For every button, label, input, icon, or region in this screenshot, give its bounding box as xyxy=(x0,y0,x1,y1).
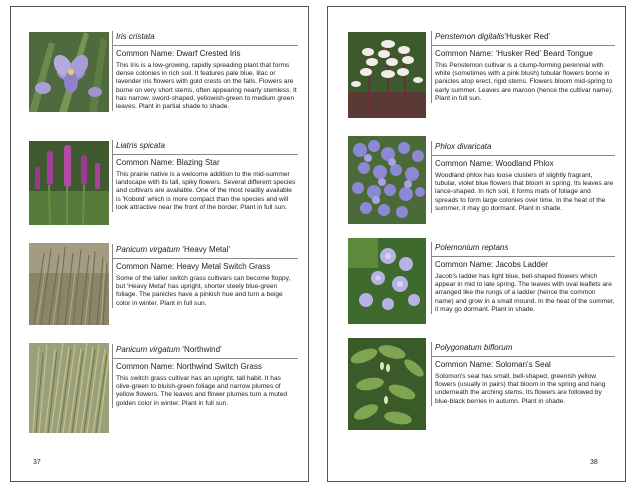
common-name: Common Name: Jacobs Ladder xyxy=(435,260,548,269)
entry-text xyxy=(431,31,615,103)
polemonium-photo xyxy=(348,238,428,324)
scientific-name: Phlox divaricata xyxy=(435,142,492,151)
scientific-name: Panicum virgatum ‘Northwind’ xyxy=(116,345,222,354)
heavy-metal-grass-photo xyxy=(29,243,109,325)
common-name: Common Name: Blazing Star xyxy=(116,158,220,167)
common-name: Common Name: ‘Husker Red’ Beard Tongue xyxy=(435,49,593,58)
scientific-name: Penstemon digitalis‘Husker Red’ xyxy=(435,32,551,41)
polygonatum-photo xyxy=(348,338,428,430)
page-number: 37 xyxy=(33,459,41,466)
entry-text xyxy=(112,244,298,308)
description: Woodland phlox has loose clusters of slightly fragrant, tubular, violet blue flowers that bloom in spring. Its leaves are lance-shaped. In rich soil, it forms mats of foliage and spreads to form large colonies over time. In the heat of the summer, it may go dormant. Plant in shade. xyxy=(435,172,614,212)
common-name: Common Name: Woodland Phlox xyxy=(435,159,554,168)
description: Jacob's ladder has light blue, bell-shaped flowers which appear in mid to late spring. The leaves with oval leaflets are arranged like the rungs of a ladder (hence the common name) and grow in a small mound. In the heat of the summer, it may go dormant. Plant in shade. xyxy=(435,273,615,313)
entry-text xyxy=(431,141,615,213)
left-page xyxy=(10,6,309,482)
common-name: Common Name: Soloman's Seal xyxy=(435,360,551,369)
entry-text xyxy=(112,140,298,212)
entry-text xyxy=(112,31,298,111)
liatris-photo xyxy=(29,141,109,225)
penstemon-photo xyxy=(348,32,428,118)
scientific-name: Liatris spicata xyxy=(116,141,165,150)
description: Some of the taller switch grass cultivars can become floppy, but 'Heavy Metal' has upright, shorter steely blue-green foliage. The panicles have a pinkish hue and turn a beige color in winter. Plant in full sun. xyxy=(116,275,291,307)
description: This switch grass cultivar has an upright, tall habit. It has olive-green to bluish-green foliage and narrow plumes of yellow flowers. The leaves and flower plumes turn a muted golden color in winter. Plant in full sun. xyxy=(116,375,288,407)
northwind-grass-photo xyxy=(29,343,109,433)
description: This prairie native is a welcome addition to the mid-summer landscape with its tall, spiky flowers. Several different species and cultivars are available. One of the most readily available is 'Kobold' which is more compact than the species and will look attractive near the front of the border. Plant in full sun. xyxy=(116,171,296,211)
entry-text xyxy=(431,242,615,314)
phlox-photo xyxy=(348,136,428,224)
description: This Iris is a low-growing, rapidly spreading plant that forms dense colonies in rich soil. It features pale blue, lilac or lavender iris flowers with gold crests on the falls. Flowers are borne on very short stems, often appearing nearly stemless. It has narrow, sword-shaped, yellowish-green to medium green leaves. Plant in partial shade to shade. xyxy=(116,62,297,111)
common-name: Common Name: Dwarf Crested Iris xyxy=(116,49,241,58)
common-name: Common Name: Heavy Metal Switch Grass xyxy=(116,262,271,271)
scientific-name: Panicum virgatum ‘Heavy Metal’ xyxy=(116,245,231,254)
scientific-name: Polemonium reptans xyxy=(435,243,509,252)
page-number: 38 xyxy=(590,459,598,466)
scientific-name: Iris cristata xyxy=(116,32,155,41)
entry-text xyxy=(431,342,615,406)
common-name: Common Name: Northwind Switch Grass xyxy=(116,362,262,371)
right-page xyxy=(327,6,626,482)
scientific-name: Polygonatum biflorum xyxy=(435,343,513,352)
iris-photo xyxy=(29,32,109,112)
description: This Penstemon cultivar is a clump-forming perennial with white (sometimes with a pink blush) tubular flowers borne in panicles atop erect, rigid stems. Flowers bloom mid-spring to early summer. Leaves are maroon (hence the cultivar name). Plant in full sun. xyxy=(435,62,614,102)
description: Solomon's seal has small, bell-shaped, greenish yellow flowers (usually in pairs) that bloom in the spring and hang underneath the arching stems. Its flowers are followed by blue-black berries in autumn. Plant in shade. xyxy=(435,373,606,405)
entry-text xyxy=(112,344,298,408)
